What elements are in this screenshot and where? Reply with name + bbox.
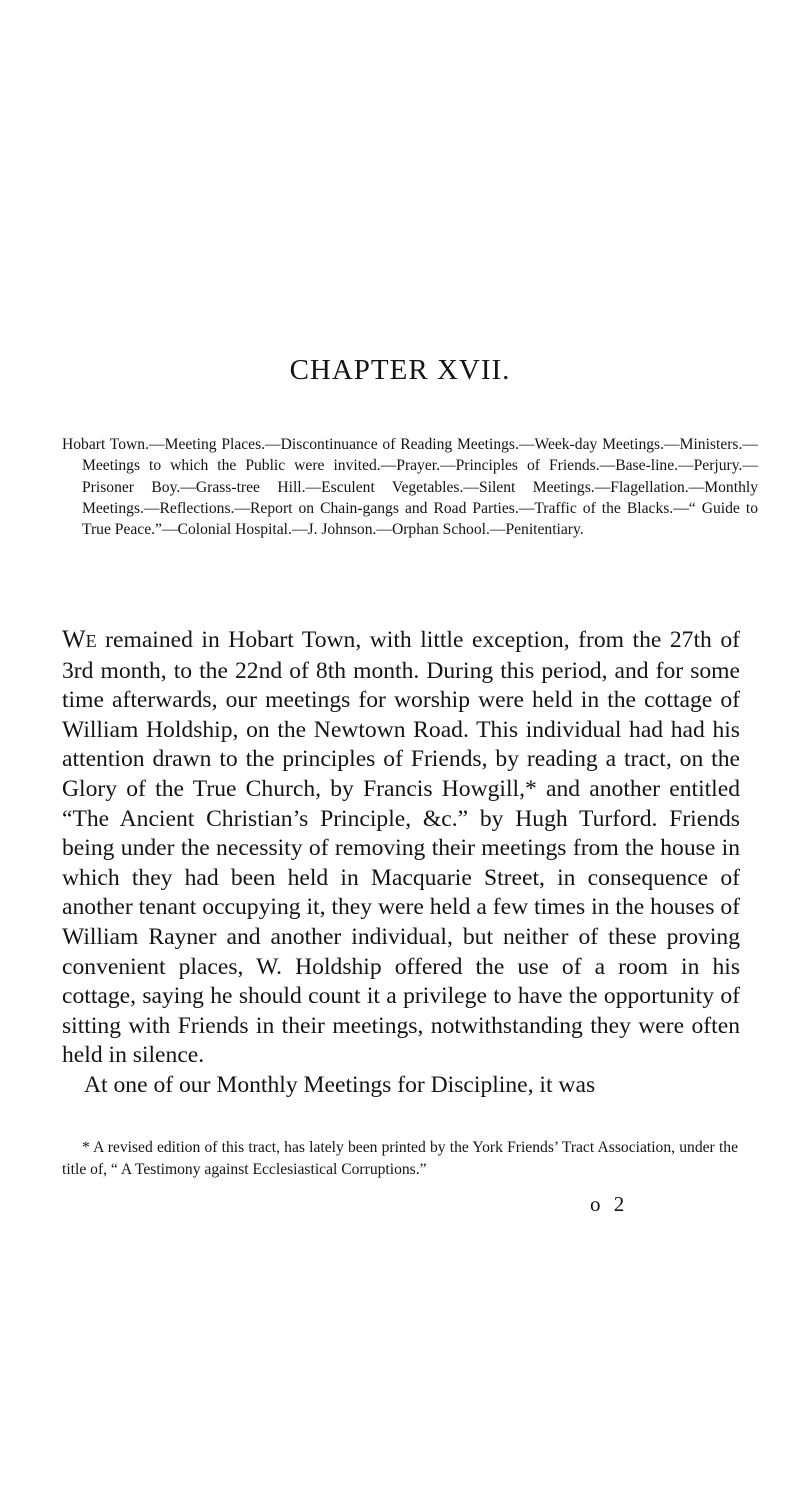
signature-mark: o 2 bbox=[590, 1192, 629, 1216]
lead-initial: W bbox=[62, 626, 86, 653]
paragraph-2: At one of our Monthly Meetings for Discipline, it was bbox=[84, 1071, 596, 1098]
main-text bbox=[62, 625, 740, 1101]
lead-rest: E bbox=[85, 631, 97, 651]
paragraph-1 bbox=[62, 625, 740, 1071]
chapter-title: CHAPTER XVII. bbox=[289, 354, 511, 386]
footnote: * A revised edition of this tract, has lately been printed by the York Friends’ Tract Association, under the title of, “ A Testimony against Ecclesiastical Corruptions.” bbox=[62, 1139, 738, 1178]
chapter-summary: Hobart Town.—Meeting Places.—Discontinuance of Reading Meetings.—Week-day Meetings.—Ministers.—Meetings to which the Public were invited.—Prayer.—Principles of Friends.—Base-line.—Perjury.—Prisoner Boy.—Grass-tree Hill.—Esculent Vegetables.—Silent Meetings.—Flagellation.—Monthly Meetings.—Reflections.—Report on Chain-gangs and Road Parties.—Traffic of the Blacks.—“ Guide to True Peace.”—Colonial Hospital.—J. Johnson.—Orphan School.—Penitentiary. bbox=[62, 436, 758, 539]
paragraph-1-text: remained in Hobart Town, with little exception, from the 27th of 3rd month, to the 22nd of 8th month. During this period, and for some time afterwards, our meetings for worship were held in the cottage of William Holdship, on the Newtown Road. This individual had had his attention drawn to the principles of Friends, by reading a tract, on the Glory of the True Church, by Francis Howgill,* and another entitled “The Ancient Christian’s Principle, &c.” by Hugh Turford. Friends being under the necessity of removing their meetings from the house in which they had been held in Macquarie Street, in consequence of another tenant occupying it, they were held a few times in the houses of William Rayner and another individual, but neither of these proving convenient places, W. Holdship offered the use of a room in his cottage, saying he should count it a privilege to have the opportunity of sitting with Friends in their meetings, notwithstanding they were often held in silence. bbox=[62, 627, 740, 1069]
lead-word bbox=[62, 626, 97, 653]
